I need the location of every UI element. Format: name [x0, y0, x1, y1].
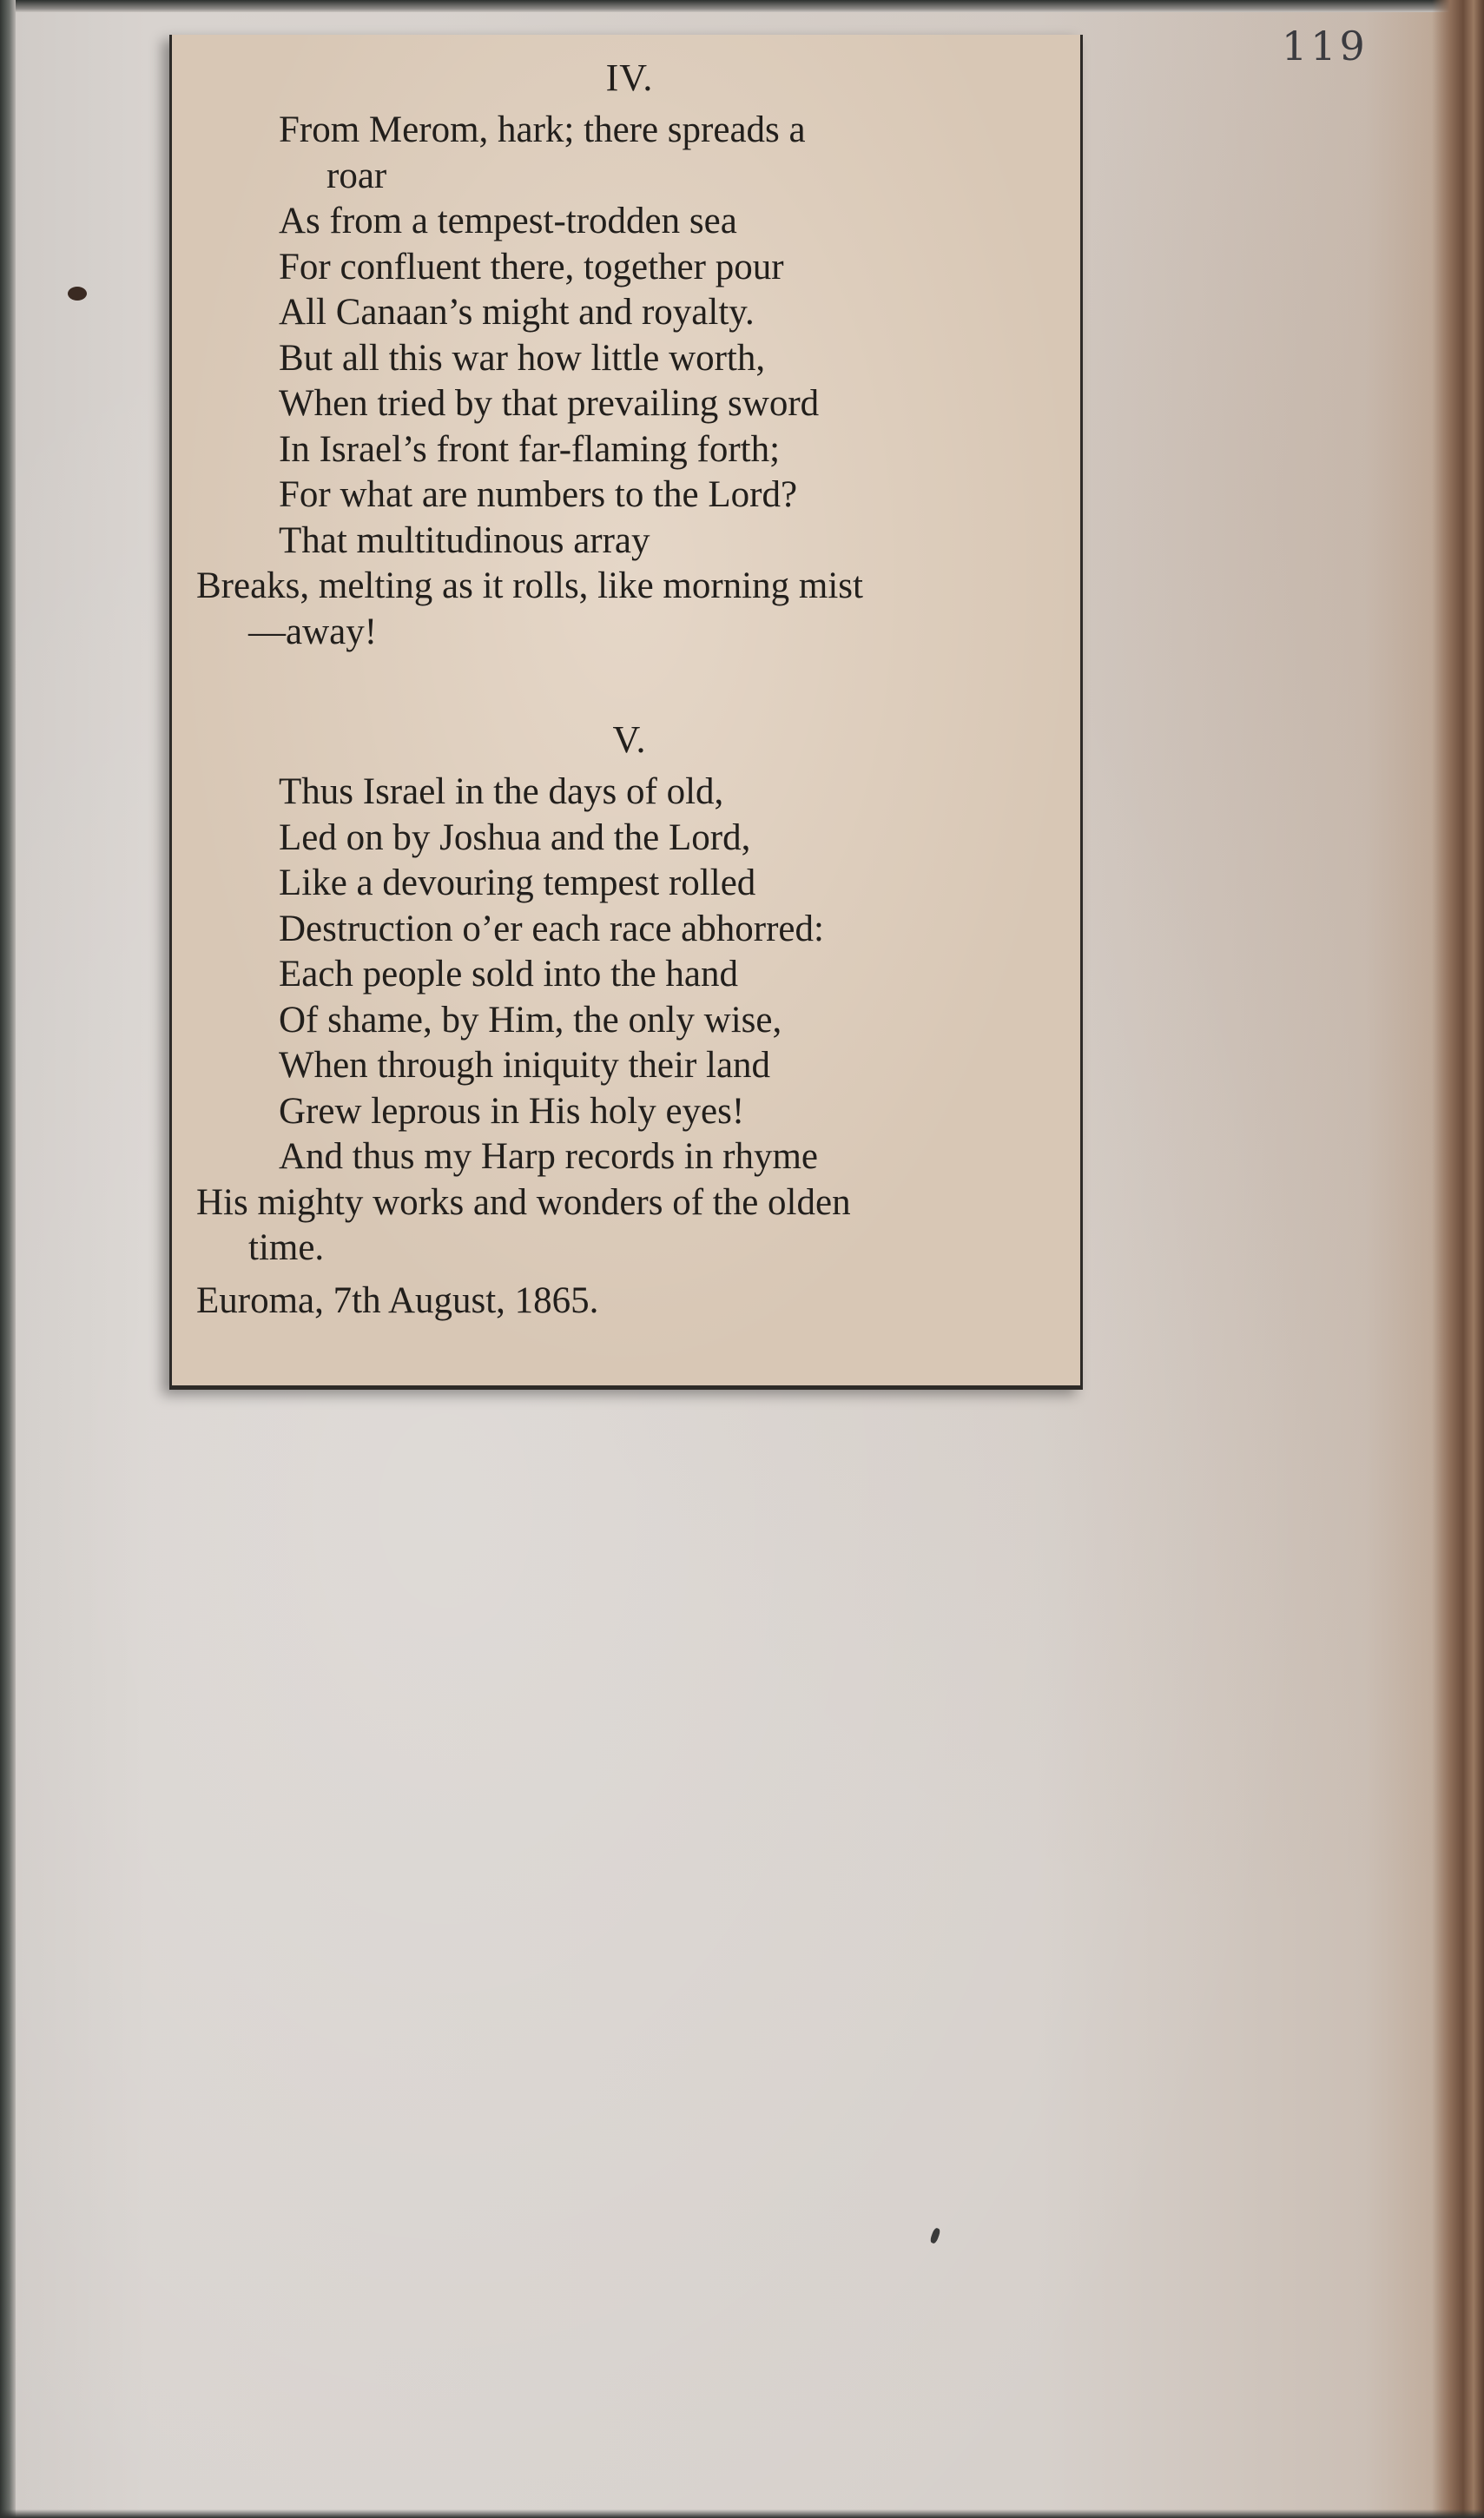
stanza-v — [196, 716, 1063, 1272]
verse-line: —away! — [248, 611, 378, 652]
verse-line: And thus my Harp records in rhyme — [279, 1136, 818, 1177]
page-top-edge — [0, 0, 1484, 12]
binding-left-edge — [0, 0, 16, 2518]
verse-line: But all this war how little worth, — [279, 337, 766, 379]
verse-line: When tried by that prevailing sword — [279, 383, 820, 424]
verse-line: Of shame, by Him, the only wise, — [279, 999, 782, 1041]
verse-line: roar — [326, 155, 387, 196]
ink-mark — [929, 2227, 941, 2244]
ink-spot — [68, 287, 87, 301]
clipping-content — [172, 35, 1080, 1385]
verse-line: Each people sold into the hand — [279, 954, 738, 995]
page-bottom-edge — [0, 2509, 1484, 2518]
verse-line: When through iniquity their land — [279, 1045, 771, 1086]
stanza-iv — [196, 54, 1063, 655]
verse-lines — [196, 770, 1063, 1272]
verse-line: Thus Israel in the days of old, — [279, 771, 724, 812]
verse-line: All Canaan’s might and royalty. — [279, 292, 755, 333]
verse-line: For confluent there, together pour — [279, 246, 784, 287]
page-right-edge — [1432, 0, 1484, 2518]
verse-line: As from a tempest-trodden sea — [279, 201, 737, 241]
verse-line: Led on by Joshua and the Lord, — [279, 816, 751, 858]
verse-lines — [196, 108, 1063, 655]
signature-line: Euroma, 7th August, 1865. — [196, 1279, 599, 1321]
newspaper-clipping — [169, 35, 1083, 1390]
verse-line: time. — [248, 1227, 325, 1268]
stanza-heading: V. — [612, 718, 647, 761]
verse-line: For what are numbers to the Lord? — [279, 474, 798, 515]
handwritten-page-number: 119 — [1282, 23, 1369, 69]
verse-line: In Israel’s front far-flaming forth; — [279, 428, 781, 470]
verse-line: His mighty works and wonders of the olden — [196, 1181, 851, 1223]
verse-line: Like a devouring tempest rolled — [279, 862, 756, 903]
stanza-gap — [196, 655, 1063, 716]
verse-line: Destruction o’er each race abhorred: — [279, 908, 824, 949]
verse-line: That multitudinous array — [279, 519, 650, 561]
verse-line: Breaks, melting as it rolls, like morning mist — [196, 565, 863, 606]
verse-line: Grew leprous in His holy eyes! — [279, 1090, 745, 1132]
stanza-heading: IV. — [605, 56, 654, 99]
verse-line: From Merom, hark; there spreads a — [279, 109, 806, 150]
